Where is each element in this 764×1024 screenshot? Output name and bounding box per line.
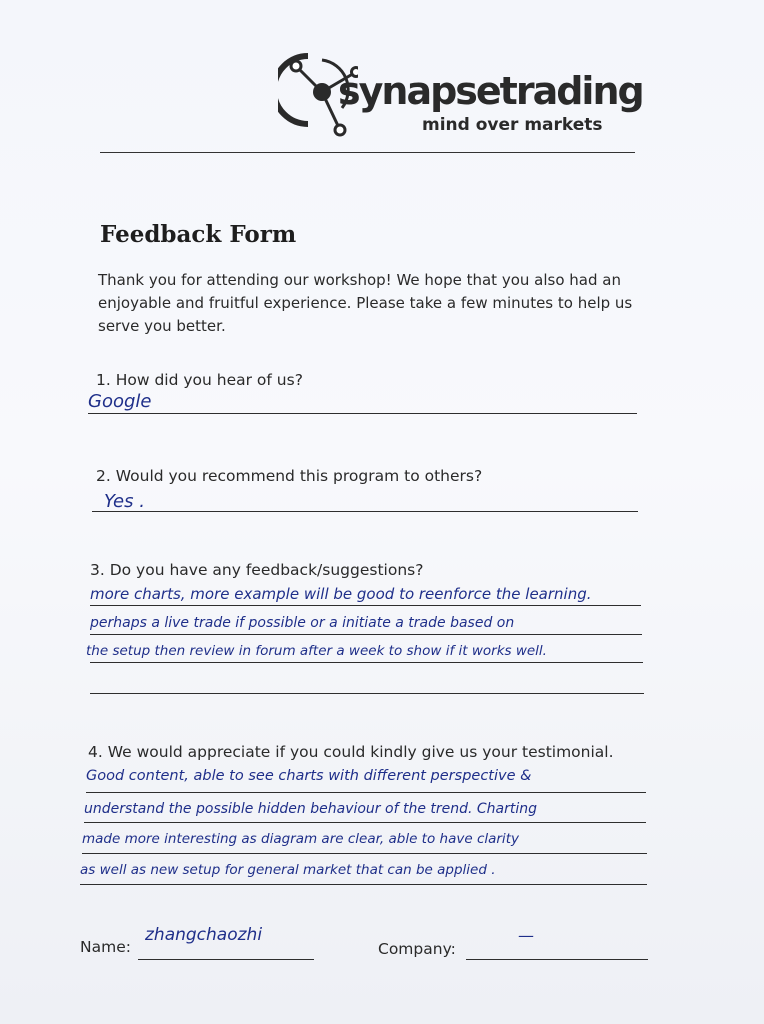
question-4-answer-line-1-text: Good content, able to see charts with different perspective & [86, 768, 532, 784]
question-4-answer-line-3[interactable] [82, 853, 647, 854]
question-3-answer-line-3-text: the setup then review in forum after a week to show if it works well. [86, 643, 547, 659]
question-1-answer-line[interactable] [88, 413, 637, 414]
question-4-answer-line-4[interactable] [80, 884, 647, 885]
question-3-answer-line-1-text: more charts, more example will be good to reenforce the learning. [90, 585, 592, 603]
question-4-label: 4. We would appreciate if you could kindly give us your testimonial. [88, 743, 614, 761]
synapsetrading-logo [278, 44, 643, 144]
company-label: Company: [378, 940, 456, 958]
question-3-answer-line-1[interactable] [90, 605, 641, 606]
company-field-line[interactable] [466, 959, 648, 960]
question-4-answer-line-3-text: made more interesting as diagram are clear, able to have clarity [82, 831, 519, 847]
question-3-answer-line-2-text: perhaps a live trade if possible or a initiate a trade based on [90, 615, 515, 631]
question-4-answer-line-2[interactable] [84, 822, 646, 823]
question-4-answer-line-2-text: understand the possible hidden behaviour of the trend. Charting [84, 801, 538, 817]
question-1-answer: Google [88, 391, 152, 412]
question-2-answer: Yes . [104, 491, 145, 512]
question-4-answer-line-4-text: as well as new setup for general market that can be applied . [80, 862, 496, 878]
name-label: Name: [80, 938, 131, 956]
question-3-answer-line-3[interactable] [90, 662, 643, 663]
header-divider [100, 152, 635, 153]
question-4-answer-line-1[interactable] [86, 792, 646, 793]
name-value: zhangchaozhi [145, 925, 263, 945]
question-3-answer-line-2[interactable] [90, 634, 642, 635]
question-2-label: 2. Would you recommend this program to others? [96, 467, 483, 485]
name-field-line[interactable] [138, 959, 314, 960]
company-value: — [518, 926, 534, 945]
question-1-label: 1. How did you hear of us? [96, 371, 303, 389]
question-3-answer-line-4[interactable] [90, 693, 644, 694]
form-intro: Thank you for attending our workshop! We hope that you also had an enjoyable and fruitful experience. Please take a few minutes to help us serve you better. [98, 271, 633, 335]
logo-wordmark: synapsetrading [338, 69, 643, 113]
form-title: Feedback Form [100, 221, 297, 248]
logo-tagline: mind over markets [422, 115, 603, 135]
question-2-answer-line[interactable] [92, 511, 638, 512]
question-3-label: 3. Do you have any feedback/suggestions? [90, 561, 424, 579]
